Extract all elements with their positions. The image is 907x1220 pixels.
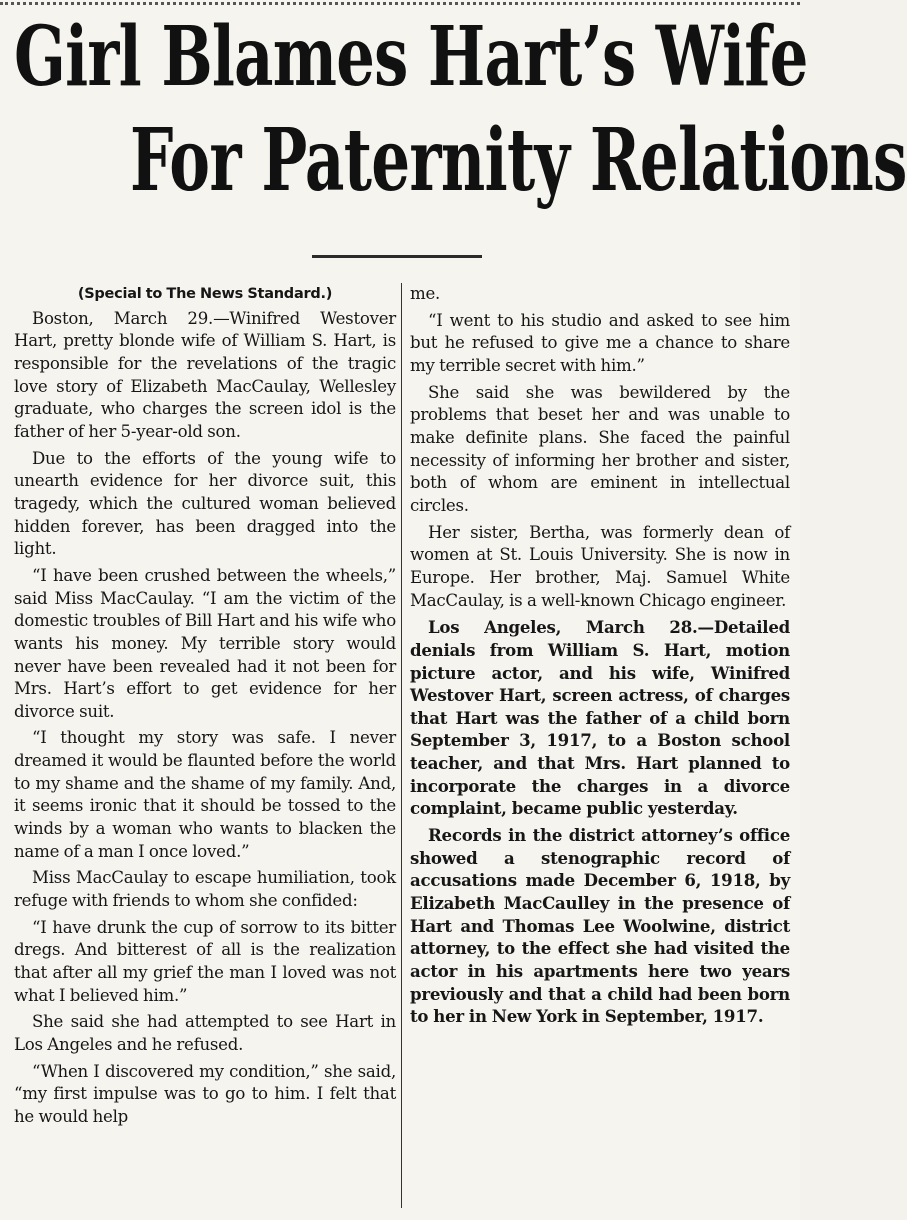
paragraph-records: Records in the district attorney’s office showed a stenographic record of accusations made December 6, 1918, by Elizabeth MacCaulley in the presence of Hart and Thomas Lee Woolwine, district attorney, to the effect she had visited the actor in his apartments here two years previously and that a child had been born to her in New York in September, 1917. (410, 825, 790, 1027)
paragraph-sorrow-quote: “I have drunk the cup of sorrow to its bitter dregs. And bitterest of all is the realization that after all my grief the man I loved was not what I believed him.” (14, 917, 396, 1005)
headline-divider (312, 255, 482, 258)
article-column-right (410, 283, 790, 1032)
paragraph-condition-quote: “When I discovered my condition,” she said, “my first impulse was to go to him. I felt that he would help (14, 1061, 396, 1126)
special-credit-line: (Special to The News Standard.) (77, 286, 333, 302)
paragraph-continuation: me. (410, 284, 441, 303)
top-border-rule (0, 2, 800, 5)
paragraph-crushed-quote: “I have been crushed between the wheels,” said Miss MacCaulay. “I am the victim of the domestic troubles of Bill Hart and his wife who wants his money. My terrible story would never have been revealed had it not been for Mrs. Hart’s effort to get evidence for her divorce suit. (14, 565, 396, 721)
headline-line-2: For Paternity Relations (130, 110, 907, 211)
paragraph-boston-dateline: Boston, March 29.—Winifred Westover Hart, pretty blonde wife of William S. Hart, is responsible for the revelations of the tragic love story of Elizabeth MacCaulay, Wellesley graduate, who charges the screen idol is the father of her 5-year-old son. (14, 308, 396, 441)
paragraph-studio-quote: “I went to his studio and asked to see him but he refused to give me a chance to share my terrible secret with him.” (410, 310, 790, 375)
article-column-left (14, 283, 396, 1133)
paragraph-los-angeles-dateline: Los Angeles, March 28.—Detailed denials from William S. Hart, motion picture actor, and his wife, Winifred Westover Hart, screen actress, of charges that Hart was the father of a child born September 3, 1917, to a Boston school teacher, and that Mrs. Hart planned to incorporate the charges in a divorce complaint, became public yesterday. (410, 617, 790, 819)
paragraph-story-safe-quote: “I thought my story was safe. I never dreamed it would be flaunted before the world to my shame and the shame of my family. And, it seems ironic that it should be tossed to the winds by a woman who wants to blacken the name of a man I once loved.” (14, 728, 396, 861)
paragraph-bewildered: She said she was bewildered by the problems that beset her and was unable to make definite plans. She faced the painful necessity of informing her brother and sister, both of whom are eminent in intellectual circles. (410, 382, 790, 515)
column-divider (401, 283, 402, 1208)
paragraph-divorce-efforts: Due to the efforts of the young wife to unearth evidence for her divorce suit, this tragedy, which the cultured woman believed hidden forever, has been dragged into the light. (14, 448, 396, 559)
paragraph-refuge: Miss MacCaulay to escape humiliation, took refuge with friends to whom she confided: (14, 868, 396, 911)
paragraph-attempted-see: She said she had attempted to see Hart in Los Angeles and he refused. (14, 1012, 396, 1054)
headline-line-1: Girl Blames Hart’s Wife (14, 9, 808, 105)
paragraph-sister-brother: Her sister, Bertha, was formerly dean of women at St. Louis University. She is now in Europe. Her brother, Maj. Samuel White MacCaulay, is a well-known Chicago engineer. (410, 522, 790, 610)
